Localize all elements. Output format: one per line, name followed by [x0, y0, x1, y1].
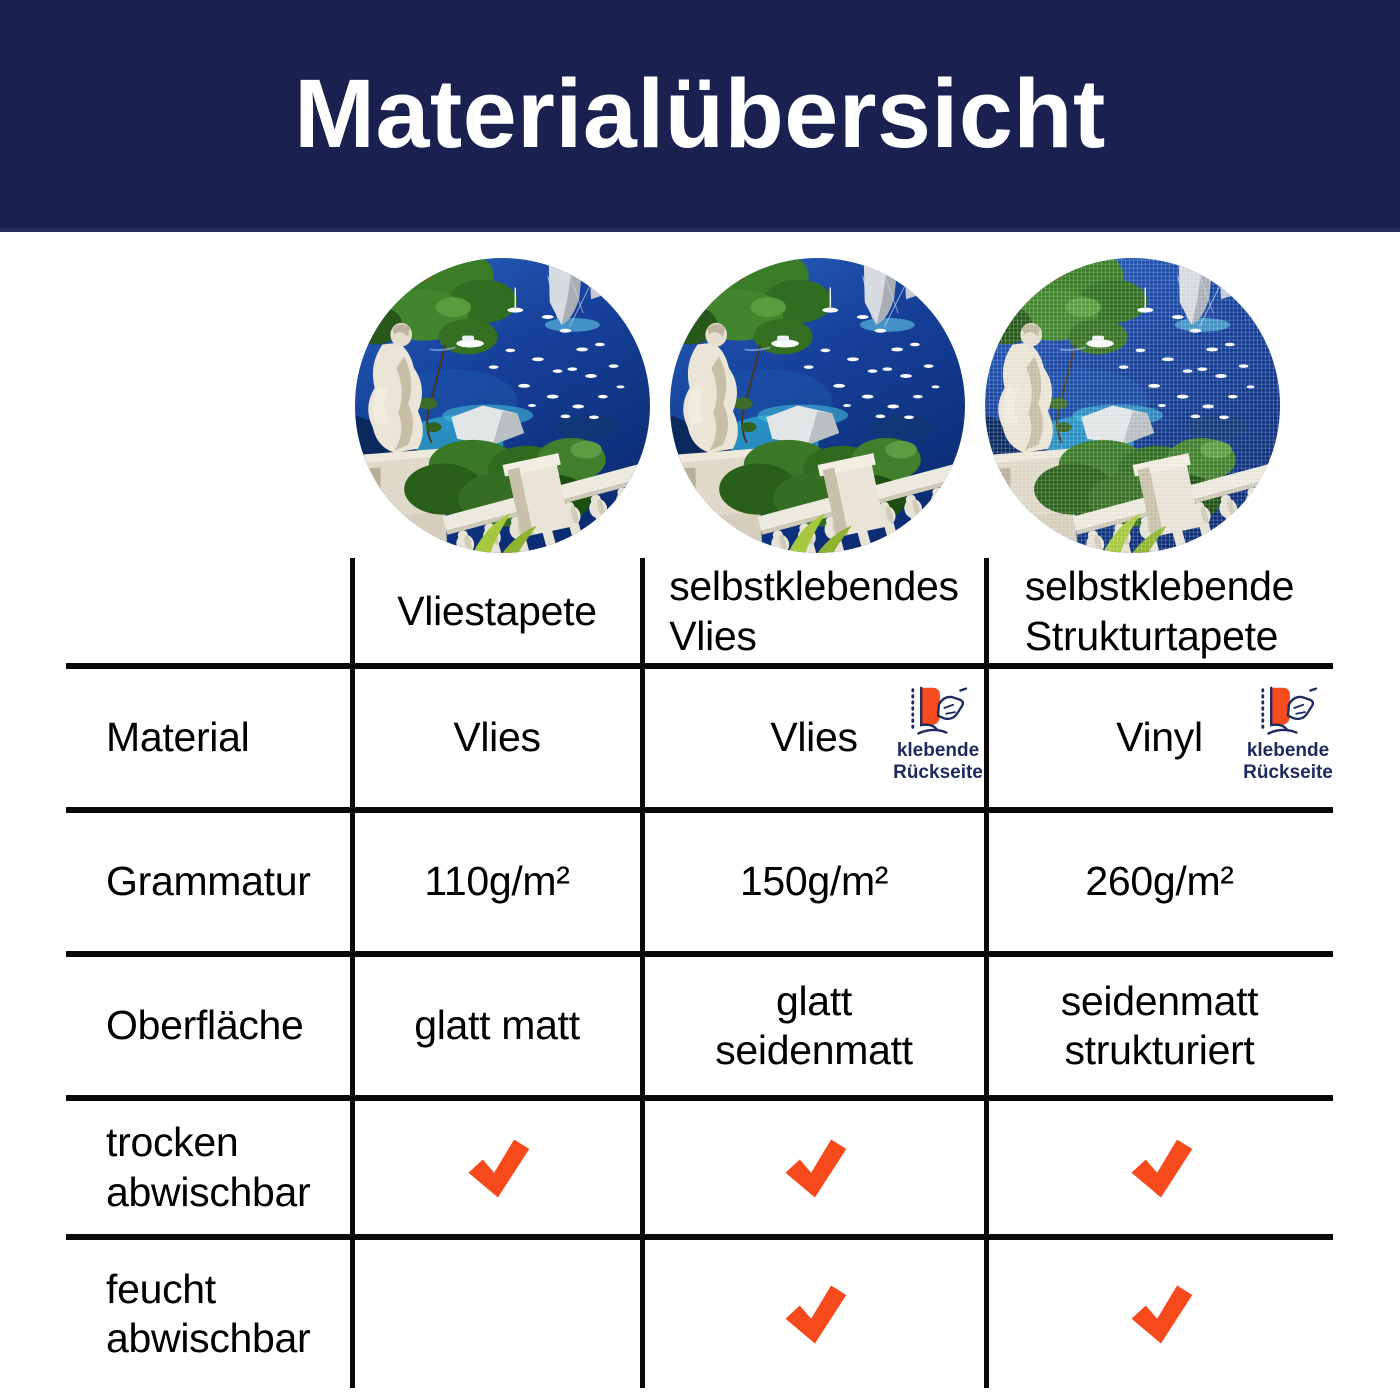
checkmark-icon	[459, 1130, 535, 1206]
header-banner	[0, 0, 1400, 232]
col-header-selbstklebendes-vlies	[642, 560, 986, 663]
capri-coast-scene-illustration	[985, 258, 1280, 553]
capri-coast-scene-illustration	[355, 258, 650, 553]
adhesive-backing-label	[1243, 740, 1333, 785]
cell-material-selbstklebendes-vlies: Vlies	[770, 714, 858, 761]
row-label-line: abwischbar	[106, 1168, 311, 1215]
cell-text-line: strukturiert	[1064, 1027, 1255, 1073]
adhesive-backing-label-line: klebende	[896, 740, 980, 761]
product-photo-circle-1	[355, 258, 650, 553]
cell-trocken-vliestapete	[352, 1101, 642, 1234]
row-label-line: abwischbar	[106, 1315, 311, 1361]
cell-trocken-selbstklebendes-vlies	[642, 1101, 986, 1234]
cell-feucht-strukturtapete	[986, 1240, 1333, 1388]
cell-text-line: glatt	[776, 977, 852, 1024]
adhesive-backing-label-line: klebende	[1246, 740, 1330, 761]
cell-material-vliestapete: Vlies	[453, 714, 541, 761]
cell-feucht-selbstklebendes-vlies	[642, 1240, 986, 1388]
adhesive-backing-label	[893, 740, 983, 785]
row-label-grammatur: Grammatur	[106, 858, 311, 905]
adhesive-backing-label-line: Rückseite	[1243, 762, 1333, 784]
cell-grammatur-strukturtapete: 260g/m²	[1085, 858, 1234, 905]
adhesive-backing-peel-icon	[908, 684, 968, 740]
row-label-line: feucht	[106, 1265, 216, 1312]
cell-trocken-strukturtapete	[986, 1101, 1333, 1234]
cell-feucht-vliestapete	[352, 1240, 642, 1388]
page-title: Materialübersicht	[294, 59, 1106, 168]
capri-coast-scene-illustration	[670, 258, 965, 553]
col-header-text: selbstklebendes	[669, 563, 959, 610]
checkmark-icon	[776, 1276, 852, 1352]
adhesive-backing-badge	[876, 684, 1000, 785]
row-label-material: Material	[106, 714, 250, 761]
product-photo-circle-2	[670, 258, 965, 553]
cell-oberflaeche-strukturtapete	[986, 957, 1333, 1095]
row-label-line: trocken	[106, 1119, 239, 1166]
cell-oberflaeche-vliestapete: glatt matt	[414, 1002, 580, 1049]
cell-grammatur-selbstklebendes-vlies: 150g/m²	[739, 858, 889, 905]
cell-oberflaeche-selbstklebendes-vlies	[642, 957, 986, 1095]
cell-grammatur-vliestapete: 110g/m²	[424, 858, 570, 905]
row-label-oberflaeche: Oberfläche	[106, 1002, 304, 1049]
product-photo-circle-3	[985, 258, 1280, 553]
adhesive-backing-label-line: Rückseite	[893, 762, 983, 784]
col-header-vliestapete	[352, 560, 642, 663]
col-header-text: Vlies	[669, 612, 757, 659]
cell-text-line: seidenmatt	[1060, 977, 1259, 1024]
checkmark-icon	[776, 1130, 852, 1206]
adhesive-backing-badge	[1226, 684, 1350, 785]
col-header-selbstklebende-strukturtapete	[986, 560, 1333, 663]
row-label-feucht-abwischbar	[66, 1240, 352, 1388]
checkmark-icon	[1122, 1130, 1198, 1206]
row-label-trocken-abwischbar	[66, 1101, 352, 1234]
checkmark-icon	[1122, 1276, 1198, 1352]
col-header-text: selbstklebende	[1024, 563, 1295, 610]
col-header-text: Vliestapete	[397, 587, 597, 634]
cell-text-line: seidenmatt	[715, 1027, 913, 1073]
cell-material-strukturtapete: Vinyl	[1116, 714, 1203, 761]
col-header-text: Strukturtapete	[1024, 612, 1279, 659]
adhesive-backing-peel-icon	[1258, 684, 1318, 740]
